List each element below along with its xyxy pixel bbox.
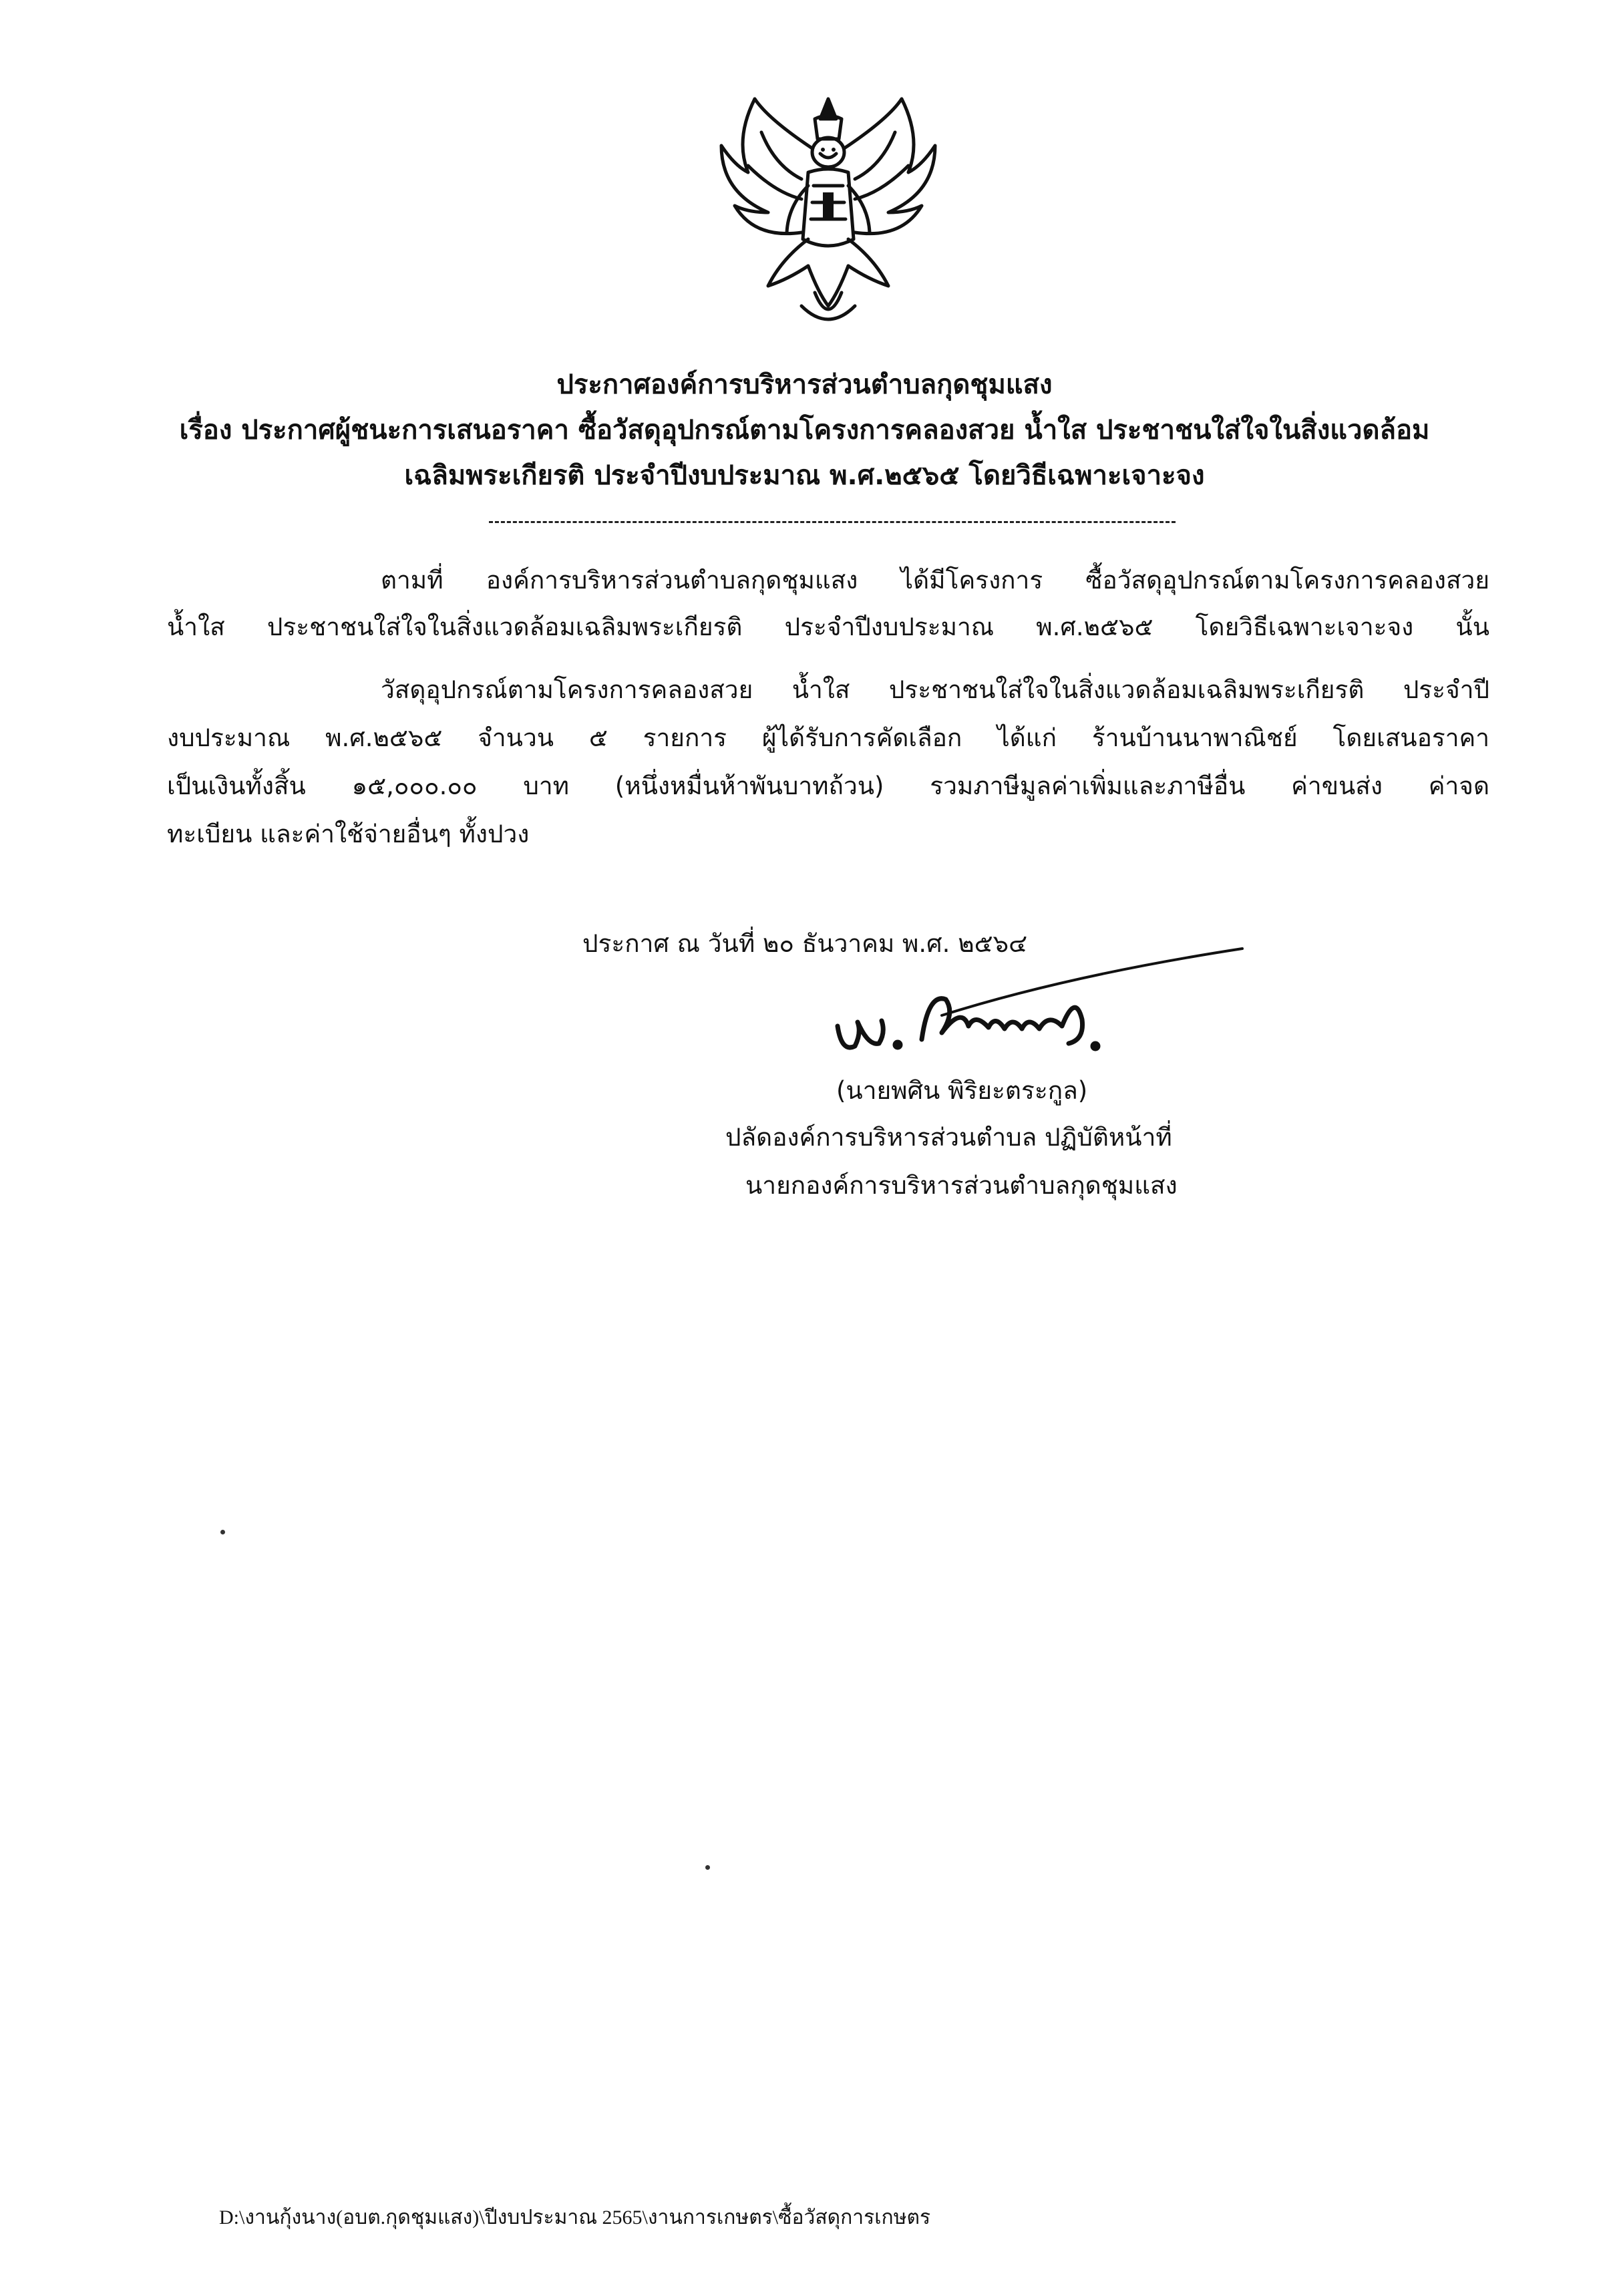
signatory-name: (นายพศิน พิริยะตระกูล) [836,1076,1088,1105]
announcement-title: ประกาศองค์การบริหารส่วนตำบลกุดชุมแสง [556,369,1053,400]
handwritten-signature [828,979,1109,1066]
body-paragraph-line: ทะเบียน และค่าใช้จ่ายอื่นๆ ทั้งปวง [167,820,530,848]
announcement-date: ประกาศ ณ วันที่ ๒๐ ธันวาคม พ.ศ. ๒๕๖๔ [582,929,1028,958]
file-path-footer: D:\งานกุ้งนาง(อบต.กุดชุมแสง)\ปีงบประมาณ 2565\งานการเกษตร\ซื้อวัสดุการเกษตร [219,2206,931,2229]
title-divider [489,521,1176,523]
signatory-position: ปลัดองค์การบริหารส่วนตำบล ปฏิบัติหน้าที่ [725,1123,1172,1152]
scan-speck [705,1865,710,1870]
announcement-subject-cont: เฉลิมพระเกียรติ ประจำปีงบประมาณ พ.ศ.๒๕๖๕ โดยวิธีเฉพาะเจาะจง [404,460,1205,491]
body-paragraph-line: น้ำใส ประชาชนใส่ใจในสิ่งแวดล้อมเฉลิมพระเกียรติ ประจำปีงบประมาณ พ.ศ.๒๕๖๕ โดยวิธีเฉพาะเจาะจง นั้น [167,613,1489,641]
garuda-emblem-icon [708,92,948,333]
scan-speck [220,1530,225,1534]
body-paragraph-line: เป็นเงินทั้งสิ้น ๑๕,๐๐๐.๐๐ บาท (หนึ่งหมื่นห้าพันบาทถ้วน) รวมภาษีมูลค่าเพิ่มและภาษีอื่น ค่าขนส่ง ค่าจด [167,772,1489,800]
body-paragraph-line: ตามที่ องค์การบริหารส่วนตำบลกุดชุมแสง ได้มีโครงการ ซื้อวัสดุอุปกรณ์ตามโครงการคลองสวย [381,566,1489,595]
body-paragraph-line: วัสดุอุปกรณ์ตามโครงการคลองสวย น้ำใส ประชาชนใส่ใจในสิ่งแวดล้อมเฉลิมพระเกียรติ ประจำปี [381,675,1489,704]
announcement-subject: เรื่อง ประกาศผู้ชนะการเสนอราคา ซื้อวัสดุอุปกรณ์ตามโครงการคลองสวย น้ำใส ประชาชนใส่ใจในสิ่งแวดล้อม [179,415,1430,446]
signatory-position-cont: นายกองค์การบริหารส่วนตำบลกุดชุมแสง [745,1171,1178,1200]
body-paragraph-line: งบประมาณ พ.ศ.๒๕๖๕ จำนวน ๕ รายการ ผู้ได้รับการคัดเลือก ได้แก่ ร้านบ้านนาพาณิชย์ โดยเสนอราคา [167,723,1489,752]
